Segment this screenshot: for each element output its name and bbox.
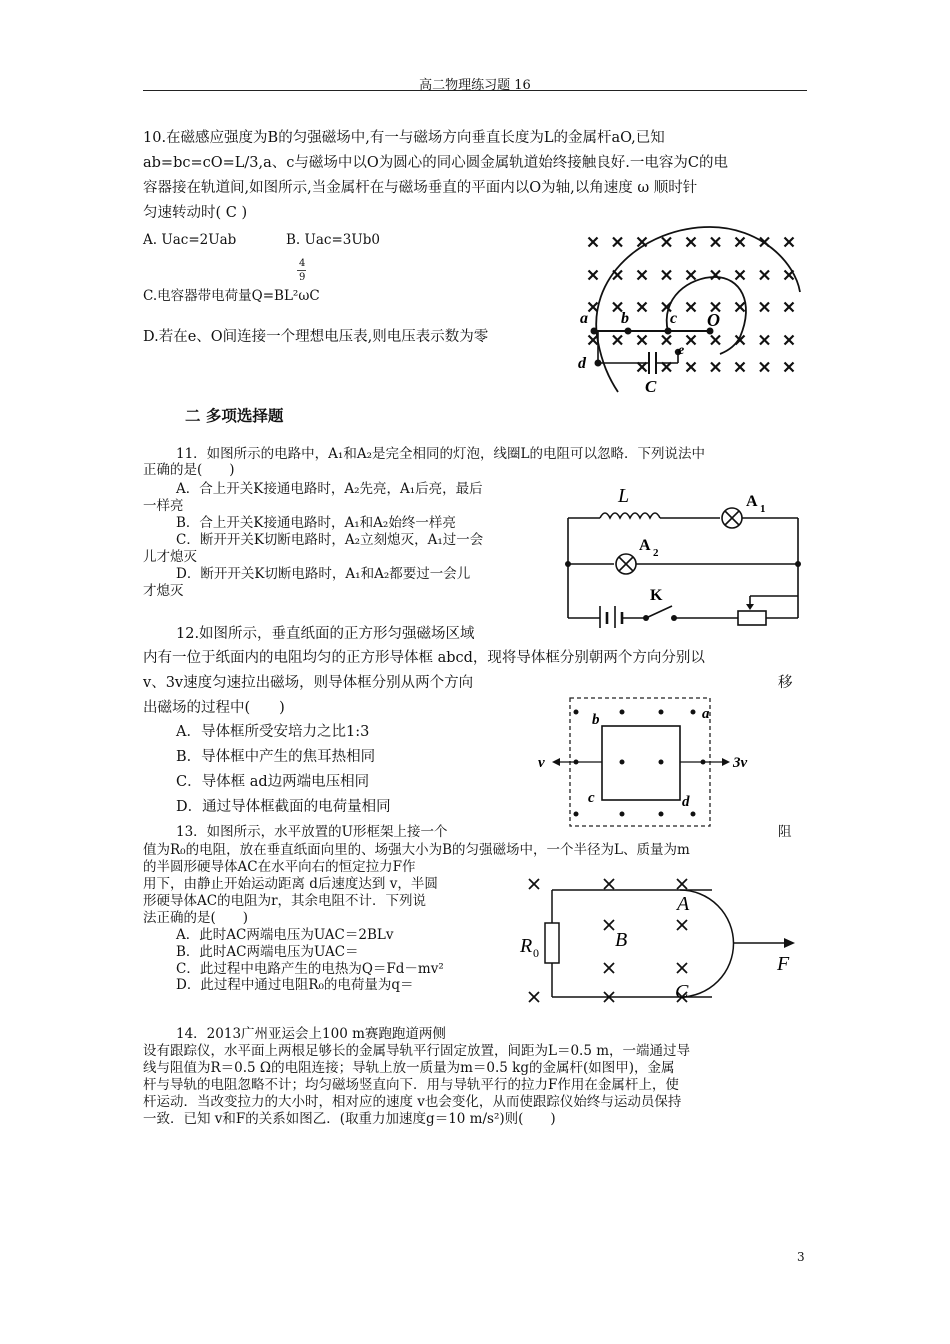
label-A: A	[677, 893, 690, 915]
q10-figure	[560, 222, 810, 400]
q11-option-a-cont: 一样亮	[143, 498, 184, 514]
page-number: 3	[797, 1250, 805, 1264]
q12-figure	[530, 694, 790, 830]
point-a	[591, 328, 598, 335]
q11-option-d-cont: 才熄灭	[143, 583, 184, 599]
q10-fraction-bar	[297, 270, 306, 271]
conductor-frame	[602, 726, 680, 800]
label-K: K	[650, 587, 663, 604]
q13-figure	[512, 870, 802, 1010]
q10-fraction-numerator: 4	[299, 258, 306, 269]
q10-option-c-suffix: BL²ωC	[274, 288, 320, 304]
q11-line-1: 11．如图所示的电路中，A₁和A₂是完全相同的灯泡，线圈L的电阻可以忽略．下列说法中	[176, 446, 705, 462]
q11-option-b: B．合上开关K接通电路时，A₁和A₂始终一样亮	[176, 515, 456, 531]
q14-line-3: 线与阻值为R＝0.5 Ω的电阻连接；导轨上放一质量为m＝0.5 kg的金属杆(如图甲)，金属	[143, 1060, 675, 1076]
q13-option-d: D．此过程中通过电阻R₀的电荷量为q＝	[176, 977, 414, 993]
label-a: a	[702, 706, 710, 722]
q13-line-1-tail: 阻	[778, 824, 792, 840]
q14-line-4: 杆与导轨的电阻忽略不计；均匀磁场竖直向下．用与导轨平行的拉力F作用在金属杆上，使	[143, 1077, 679, 1093]
q12-option-a: A．导体框所受安培力之比1:3	[176, 724, 370, 740]
q11-line-2: 正确的是( )	[143, 462, 235, 478]
label-d: d	[682, 794, 690, 810]
label-c: c	[588, 790, 595, 806]
q10-option-a: A. Uac=2Uab	[143, 232, 237, 248]
resistor-r0	[545, 923, 559, 963]
label-R0: R	[520, 935, 533, 957]
switch-k	[646, 606, 672, 618]
q14-line-5: 杆运动．当改变拉力的大小时，相对应的速度 v也会变化，从而使跟踪仪始终与运动员保持	[143, 1094, 682, 1110]
label-A2-sub: 2	[653, 547, 659, 559]
q10-option-c	[143, 288, 320, 304]
q12-line-1: 12.如图所示，垂直纸面的正方形匀强磁场区域	[176, 626, 475, 642]
label-A1: A	[746, 493, 758, 510]
label-b: b	[592, 712, 600, 728]
q14-line-2: 设有跟踪仪，水平面上两根足够长的金属导轨平行固定放置，间距为L＝0.5 m，一端通过导	[143, 1043, 691, 1059]
q13-line-2: 值为R₀的电阻，放在垂直纸面向里的、场强大小为B的匀强磁场中，一个半径为L、质量为m	[143, 842, 690, 858]
q10-line-3: 容器接在轨道间,如图所示,当金属杆在与磁场垂直的平面内以O为轴,以角速度 ω 顺时针	[143, 180, 698, 196]
fig-label-C: C	[645, 377, 657, 396]
q13-option-a: A．此时AC两端电压为UAC＝2BLv	[176, 927, 394, 943]
q13-option-c: C．此过程中电路产生的电热为Q＝Fd－mv²	[176, 961, 444, 977]
fig-label-c: c	[670, 310, 678, 327]
q10-line-2: ab=bc=cO=L/3,a、c与磁场中以O为圆心的同心圆金属轨道始终接触良好.一电容为C的电	[143, 155, 728, 171]
header-rule	[143, 90, 807, 91]
q13-line-4: 用下，由静止开始运动距离 d后速度达到 v，半圆	[143, 876, 438, 892]
q12-line-3-tail: 移	[778, 675, 793, 691]
label-L: L	[618, 485, 630, 507]
q10-fraction-denominator: 9	[299, 272, 306, 283]
page-header: 高二物理练习题 16	[419, 78, 531, 93]
q14-line-6: 一致．已知 v和F的关系如图乙．(取重力加速度g＝10 m/s²)则( )	[143, 1111, 556, 1127]
q13-line-5: 形硬导体AC的电阻为r，其余电阻不计．下列说	[143, 893, 427, 909]
label-C: C	[675, 981, 689, 1003]
q12-line-4: 出磁场的过程中( )	[143, 700, 285, 716]
q13-line-1: 13．如图所示，水平放置的U形框架上接一个	[176, 824, 448, 840]
q10-option-d: D.若在e、O间连接一个理想电压表,则电压表示数为零	[143, 329, 489, 345]
label-F: F	[777, 953, 790, 975]
inductor-coil	[600, 513, 660, 518]
label-A2: A	[639, 537, 651, 554]
outer-rail-arc-lower	[598, 342, 618, 392]
point-b	[625, 328, 632, 335]
q12-option-b: B．导体框中产生的焦耳热相同	[176, 749, 376, 765]
rheostat	[738, 611, 766, 625]
q14-line-1: 14．2013广州亚运会上100 m赛跑跑道两侧	[176, 1026, 446, 1042]
q12-line-3: v、3v速度匀速拉出磁场，则导体框分别从两个方向	[143, 675, 474, 691]
q12-option-d: D．通过导体框截面的电荷量相同	[176, 799, 391, 815]
q13-line-3: 的半圆形硬导体AC在水平向右的恒定拉力F作	[143, 859, 416, 875]
fig-label-b: b	[621, 310, 629, 327]
fig-label-O: O	[707, 310, 720, 330]
q10-line-4: 匀速转动时( C )	[143, 205, 248, 221]
q11-circuit-figure	[560, 478, 810, 628]
q13-line-6: 法正确的是( )	[143, 910, 249, 926]
q10-line-1: 10.在磁感应强度为B的匀强磁场中,有一与磁场方向垂直长度为L的金属杆aO,已知	[143, 130, 665, 146]
q11-option-c-cont: 儿才熄灭	[143, 549, 197, 565]
magnetic-field-crosses	[589, 238, 794, 372]
point-c	[665, 328, 672, 335]
label-A1-sub: 1	[760, 503, 766, 515]
q12-line-2: 内有一位于纸面内的电阻均匀的正方形导体框 abcd，现将导体框分别朝两个方向分别以	[143, 650, 705, 666]
q11-option-d: D．断开开关K切断电路时，A₁和A₂都要过一会儿	[176, 566, 471, 582]
label-B: B	[615, 929, 628, 951]
q11-option-a: A．合上开关K接通电路时，A₂先亮，A₁后亮，最后	[176, 481, 483, 497]
fig-label-d: d	[578, 355, 586, 372]
label-3v: 3v	[733, 755, 748, 771]
q11-option-c: C．断开开关K切断电路时，A₂立刻熄灭，A₁过一会	[176, 532, 484, 548]
q10-option-b: B. Uac=3Ub0	[286, 232, 380, 248]
q12-option-c: C．导体框 ad边两端电压相同	[176, 774, 370, 790]
label-R0-sub: 0	[533, 946, 539, 960]
q13-option-b: B．此时AC两端电压为UAC＝	[176, 944, 359, 960]
fig-label-a: a	[580, 310, 588, 327]
q10-option-c-prefix: C.电容器带电荷量Q=	[143, 288, 275, 304]
label-v: v	[538, 755, 545, 771]
fig-label-e: e	[678, 343, 685, 358]
section-title: 二 多项选择题	[185, 407, 284, 425]
